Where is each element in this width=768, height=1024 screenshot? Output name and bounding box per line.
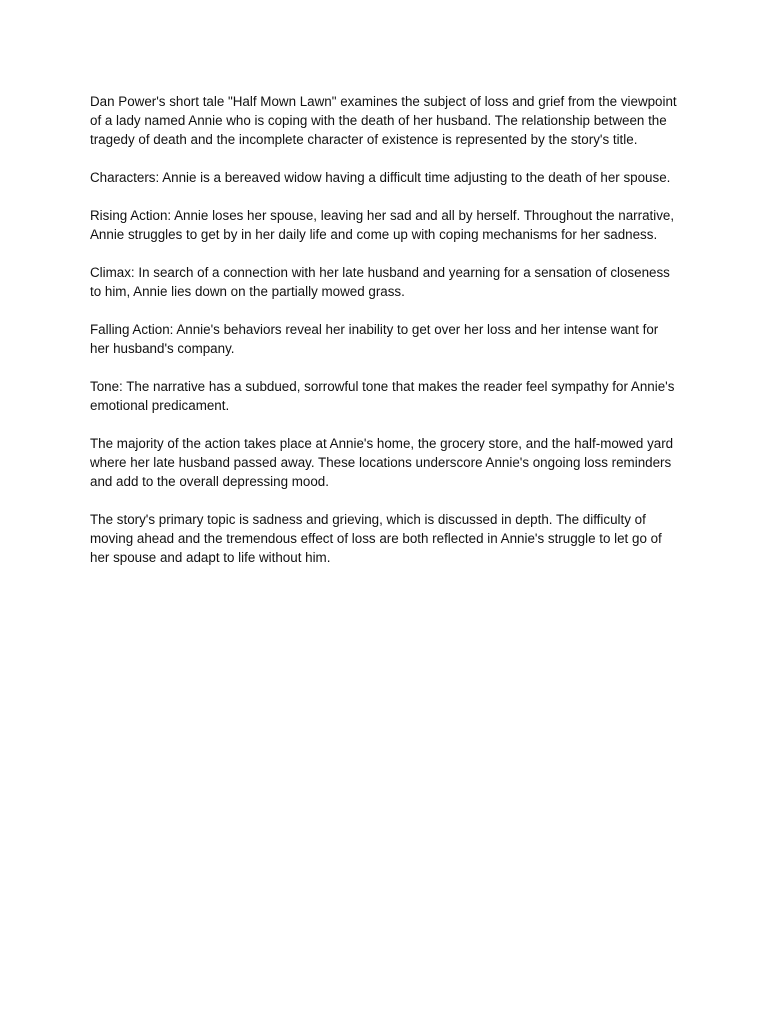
document-body xyxy=(90,92,680,586)
paragraph-falling-action: Falling Action: Annie's behaviors reveal her inability to get over her loss and her intense want for her husband's company. xyxy=(90,322,659,356)
paragraph-setting: The majority of the action takes place at Annie's home, the grocery store, and the half-mowed yard where her late husband passed away. These locations underscore Annie's ongoing loss reminders and add to the overall depressing mood. xyxy=(90,436,674,489)
paragraph-theme: The story's primary topic is sadness and grieving, which is discussed in depth. The difficulty of moving ahead and the tremendous effect of loss are both reflected in Annie's struggle to let go of her spouse and adapt to life without him. xyxy=(90,512,662,565)
paragraph-intro: Dan Power's short tale "Half Mown Lawn" examines the subject of loss and grief from the viewpoint of a lady named Annie who is coping with the death of her husband. The relationship between the tragedy of death and the incomplete character of existence is represented by the story's title. xyxy=(90,94,677,147)
paragraph-characters: Characters: Annie is a bereaved widow having a difficult time adjusting to the death of her spouse. xyxy=(90,170,671,185)
paragraph-tone: Tone: The narrative has a subdued, sorrowful tone that makes the reader feel sympathy for Annie's emotional predicament. xyxy=(90,379,675,413)
paragraph-climax: Climax: In search of a connection with her late husband and yearning for a sensation of closeness to him, Annie lies down on the partially mowed grass. xyxy=(90,265,670,299)
paragraph-rising-action: Rising Action: Annie loses her spouse, leaving her sad and all by herself. Throughout the narrative, Annie struggles to get by in her daily life and come up with coping mechanisms for her sadness. xyxy=(90,208,675,242)
